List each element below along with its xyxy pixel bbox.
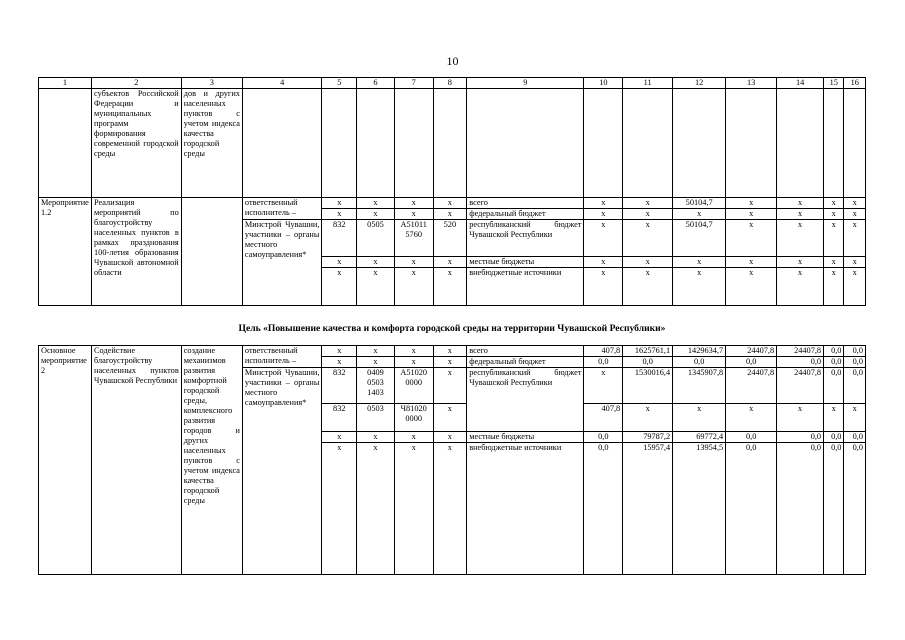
cell: x (726, 268, 777, 306)
cell: x (844, 404, 866, 432)
cell: x (394, 357, 433, 368)
cell: 1625761,1 (623, 346, 673, 357)
cell: 0,0 (844, 346, 866, 357)
col-num: 8 (433, 78, 467, 89)
measure-title: Реализация мероприятий по благоустройству населенных пунктов в рамках празднования 100-летия образования Чувашской автономной области (92, 198, 182, 306)
cell: 0,0 (844, 357, 866, 368)
cell: 0,0 (726, 357, 777, 368)
continued-text: субъектов Российской Федерации и муниципальных программ формирования современной городской среды (92, 89, 182, 198)
participants: Минстрой Чувашии, участники – органы местного самоуправления* (242, 368, 322, 575)
cell: 50104,7 (673, 198, 726, 209)
cell: 0,0 (824, 357, 844, 368)
col-num: 1 (39, 78, 92, 89)
funding-source: республиканский бюджет Чувашской Республики (467, 220, 584, 257)
cell: 24407,8 (726, 368, 777, 404)
funding-source: федеральный бюджет (467, 357, 584, 368)
cell: x (726, 257, 777, 268)
cell: x (322, 346, 357, 357)
col-num: 12 (673, 78, 726, 89)
cell: x (357, 346, 395, 357)
cell: x (623, 220, 673, 257)
col-num: 15 (824, 78, 844, 89)
cell: 0,0 (623, 357, 673, 368)
cell: 0505 (357, 220, 395, 257)
cell: x (623, 257, 673, 268)
col-num: 4 (242, 78, 322, 89)
cell: 0,0 (726, 443, 777, 575)
cell: x (726, 404, 777, 432)
cell: 0,0 (844, 443, 866, 575)
cell: x (777, 257, 824, 268)
cell: x (433, 198, 467, 209)
cell: x (357, 268, 395, 306)
col-num: 13 (726, 78, 777, 89)
col-num: 16 (844, 78, 866, 89)
cell: 0,0 (584, 432, 623, 443)
cell: 520 (433, 220, 467, 257)
page-number: 10 (446, 54, 459, 68)
cell: x (777, 209, 824, 220)
cell: 407,8 (584, 404, 623, 432)
cell: 407,8 (584, 346, 623, 357)
cell: 1429634,7 (673, 346, 726, 357)
cell: x (322, 209, 357, 220)
cell: x (394, 209, 433, 220)
cell: x (824, 209, 844, 220)
cell: x (584, 198, 623, 209)
cell: x (433, 443, 467, 575)
cell: x (844, 257, 866, 268)
cell: x (777, 220, 824, 257)
cell: 0,0 (777, 357, 824, 368)
cell: 24407,8 (726, 346, 777, 357)
cell: x (394, 257, 433, 268)
cell: 69772,4 (673, 432, 726, 443)
continued-text: дов и других населенных пунктов с учетом индекса качества городской среды (181, 89, 242, 198)
cell: x (824, 257, 844, 268)
cell: 0,0 (726, 432, 777, 443)
cell: 0,0 (824, 443, 844, 575)
cell: x (584, 268, 623, 306)
column-numbers-row (39, 78, 866, 89)
col-num: 9 (467, 78, 584, 89)
funding-source: внебюджетные источники (467, 443, 584, 575)
cell: x (673, 257, 726, 268)
cell: x (673, 404, 726, 432)
cell: 0503 (357, 404, 395, 432)
cell: x (322, 432, 357, 443)
col-num: 5 (322, 78, 357, 89)
funding-source: всего (467, 346, 584, 357)
cell: x (357, 432, 395, 443)
col-num: 10 (584, 78, 623, 89)
col-num: 7 (394, 78, 433, 89)
main-measure-title: Содействие благоустройству населенных пунктов Чувашской Республики (92, 346, 182, 575)
cell: 1530016,4 (623, 368, 673, 404)
col-num: 14 (777, 78, 824, 89)
cell: x (433, 209, 467, 220)
cell: x (584, 220, 623, 257)
cell: 832 (322, 404, 357, 432)
responsible-executor: ответственный исполнитель – (242, 346, 322, 368)
cell: x (584, 209, 623, 220)
cell: x (433, 432, 467, 443)
cell: x (357, 443, 395, 575)
cell: x (433, 368, 467, 404)
goal-heading: Цель «Повышение качества и комфорта городской среды на территории Чувашской Республики» (238, 323, 666, 334)
cell: x (433, 357, 467, 368)
cell: x (673, 209, 726, 220)
col-num: 2 (92, 78, 182, 89)
measure-number: Мероприятие 1.2 (39, 198, 92, 306)
cell: x (673, 268, 726, 306)
cell: 0,0 (824, 432, 844, 443)
main-measure-goal: создание механизмов развития комфортной городской среды, комплексного развития городов и других населенных пунктов с учетом индекса качества городской среды (181, 346, 242, 575)
cell: x (357, 357, 395, 368)
cell: x (584, 368, 623, 404)
cell: 24407,8 (777, 346, 824, 357)
cell: x (623, 268, 673, 306)
cell: x (777, 268, 824, 306)
funding-source: местные бюджеты (467, 257, 584, 268)
table-row (39, 346, 866, 357)
cell: 0,0 (824, 346, 844, 357)
cell: x (433, 404, 467, 432)
cell: 0,0 (584, 443, 623, 575)
cell: x (357, 257, 395, 268)
cell: 79787,2 (623, 432, 673, 443)
cell: x (844, 209, 866, 220)
cell: 0,0 (777, 432, 824, 443)
cell: x (726, 220, 777, 257)
cell: x (394, 346, 433, 357)
cell: x (824, 220, 844, 257)
cell: 832 (322, 220, 357, 257)
cell: 0,0 (844, 368, 866, 404)
funding-source: внебюджетные источники (467, 268, 584, 306)
cell: x (844, 268, 866, 306)
cell: 0,0 (584, 357, 623, 368)
col-num: 11 (623, 78, 673, 89)
cell: 13954,5 (673, 443, 726, 575)
program-table-part-2 (38, 345, 866, 575)
cell: x (322, 257, 357, 268)
cell: 0,0 (673, 357, 726, 368)
cell: x (623, 198, 673, 209)
cell: 1345907,8 (673, 368, 726, 404)
cell: x (433, 268, 467, 306)
funding-source: всего (467, 198, 584, 209)
program-table-part-1 (38, 77, 866, 306)
cell: x (322, 357, 357, 368)
cell: x (322, 198, 357, 209)
cell: x (584, 257, 623, 268)
funding-source: республиканский бюджет Чувашской Республики (467, 368, 584, 432)
cell: 15957,4 (623, 443, 673, 575)
cell: 0409 0503 1403 (357, 368, 395, 404)
cell: x (322, 268, 357, 306)
table-row (39, 198, 866, 209)
participants: Минстрой Чувашии, участники – органы местного самоуправления* (242, 220, 322, 306)
cell: 0,0 (824, 368, 844, 404)
col-num: 6 (357, 78, 395, 89)
cell: x (824, 404, 844, 432)
cell: x (394, 443, 433, 575)
cell: x (726, 209, 777, 220)
cell: А51011 5760 (394, 220, 433, 257)
cell: x (322, 443, 357, 575)
cell: 0,0 (777, 443, 824, 575)
cell: x (777, 198, 824, 209)
cell: x (824, 268, 844, 306)
cell: А51020 0000 (394, 368, 433, 404)
cell: 50104,7 (673, 220, 726, 257)
continuation-row (39, 89, 866, 198)
cell: x (357, 209, 395, 220)
funding-source: местные бюджеты (467, 432, 584, 443)
cell: x (623, 404, 673, 432)
responsible-executor: ответственный исполнитель – (242, 198, 322, 220)
main-measure-number: Основное мероприятие 2 (39, 346, 92, 575)
cell: x (777, 404, 824, 432)
cell: x (623, 209, 673, 220)
cell: x (433, 257, 467, 268)
cell: 832 (322, 368, 357, 404)
cell: x (433, 346, 467, 357)
col-num: 3 (181, 78, 242, 89)
cell: x (357, 198, 395, 209)
cell: x (844, 220, 866, 257)
cell: x (844, 198, 866, 209)
cell: 24407,8 (777, 368, 824, 404)
cell: x (726, 198, 777, 209)
cell: x (394, 198, 433, 209)
funding-source: федеральный бюджет (467, 209, 584, 220)
cell: Ч81020 0000 (394, 404, 433, 432)
cell: x (394, 268, 433, 306)
cell: x (824, 198, 844, 209)
cell: 0,0 (844, 432, 866, 443)
cell: x (394, 432, 433, 443)
